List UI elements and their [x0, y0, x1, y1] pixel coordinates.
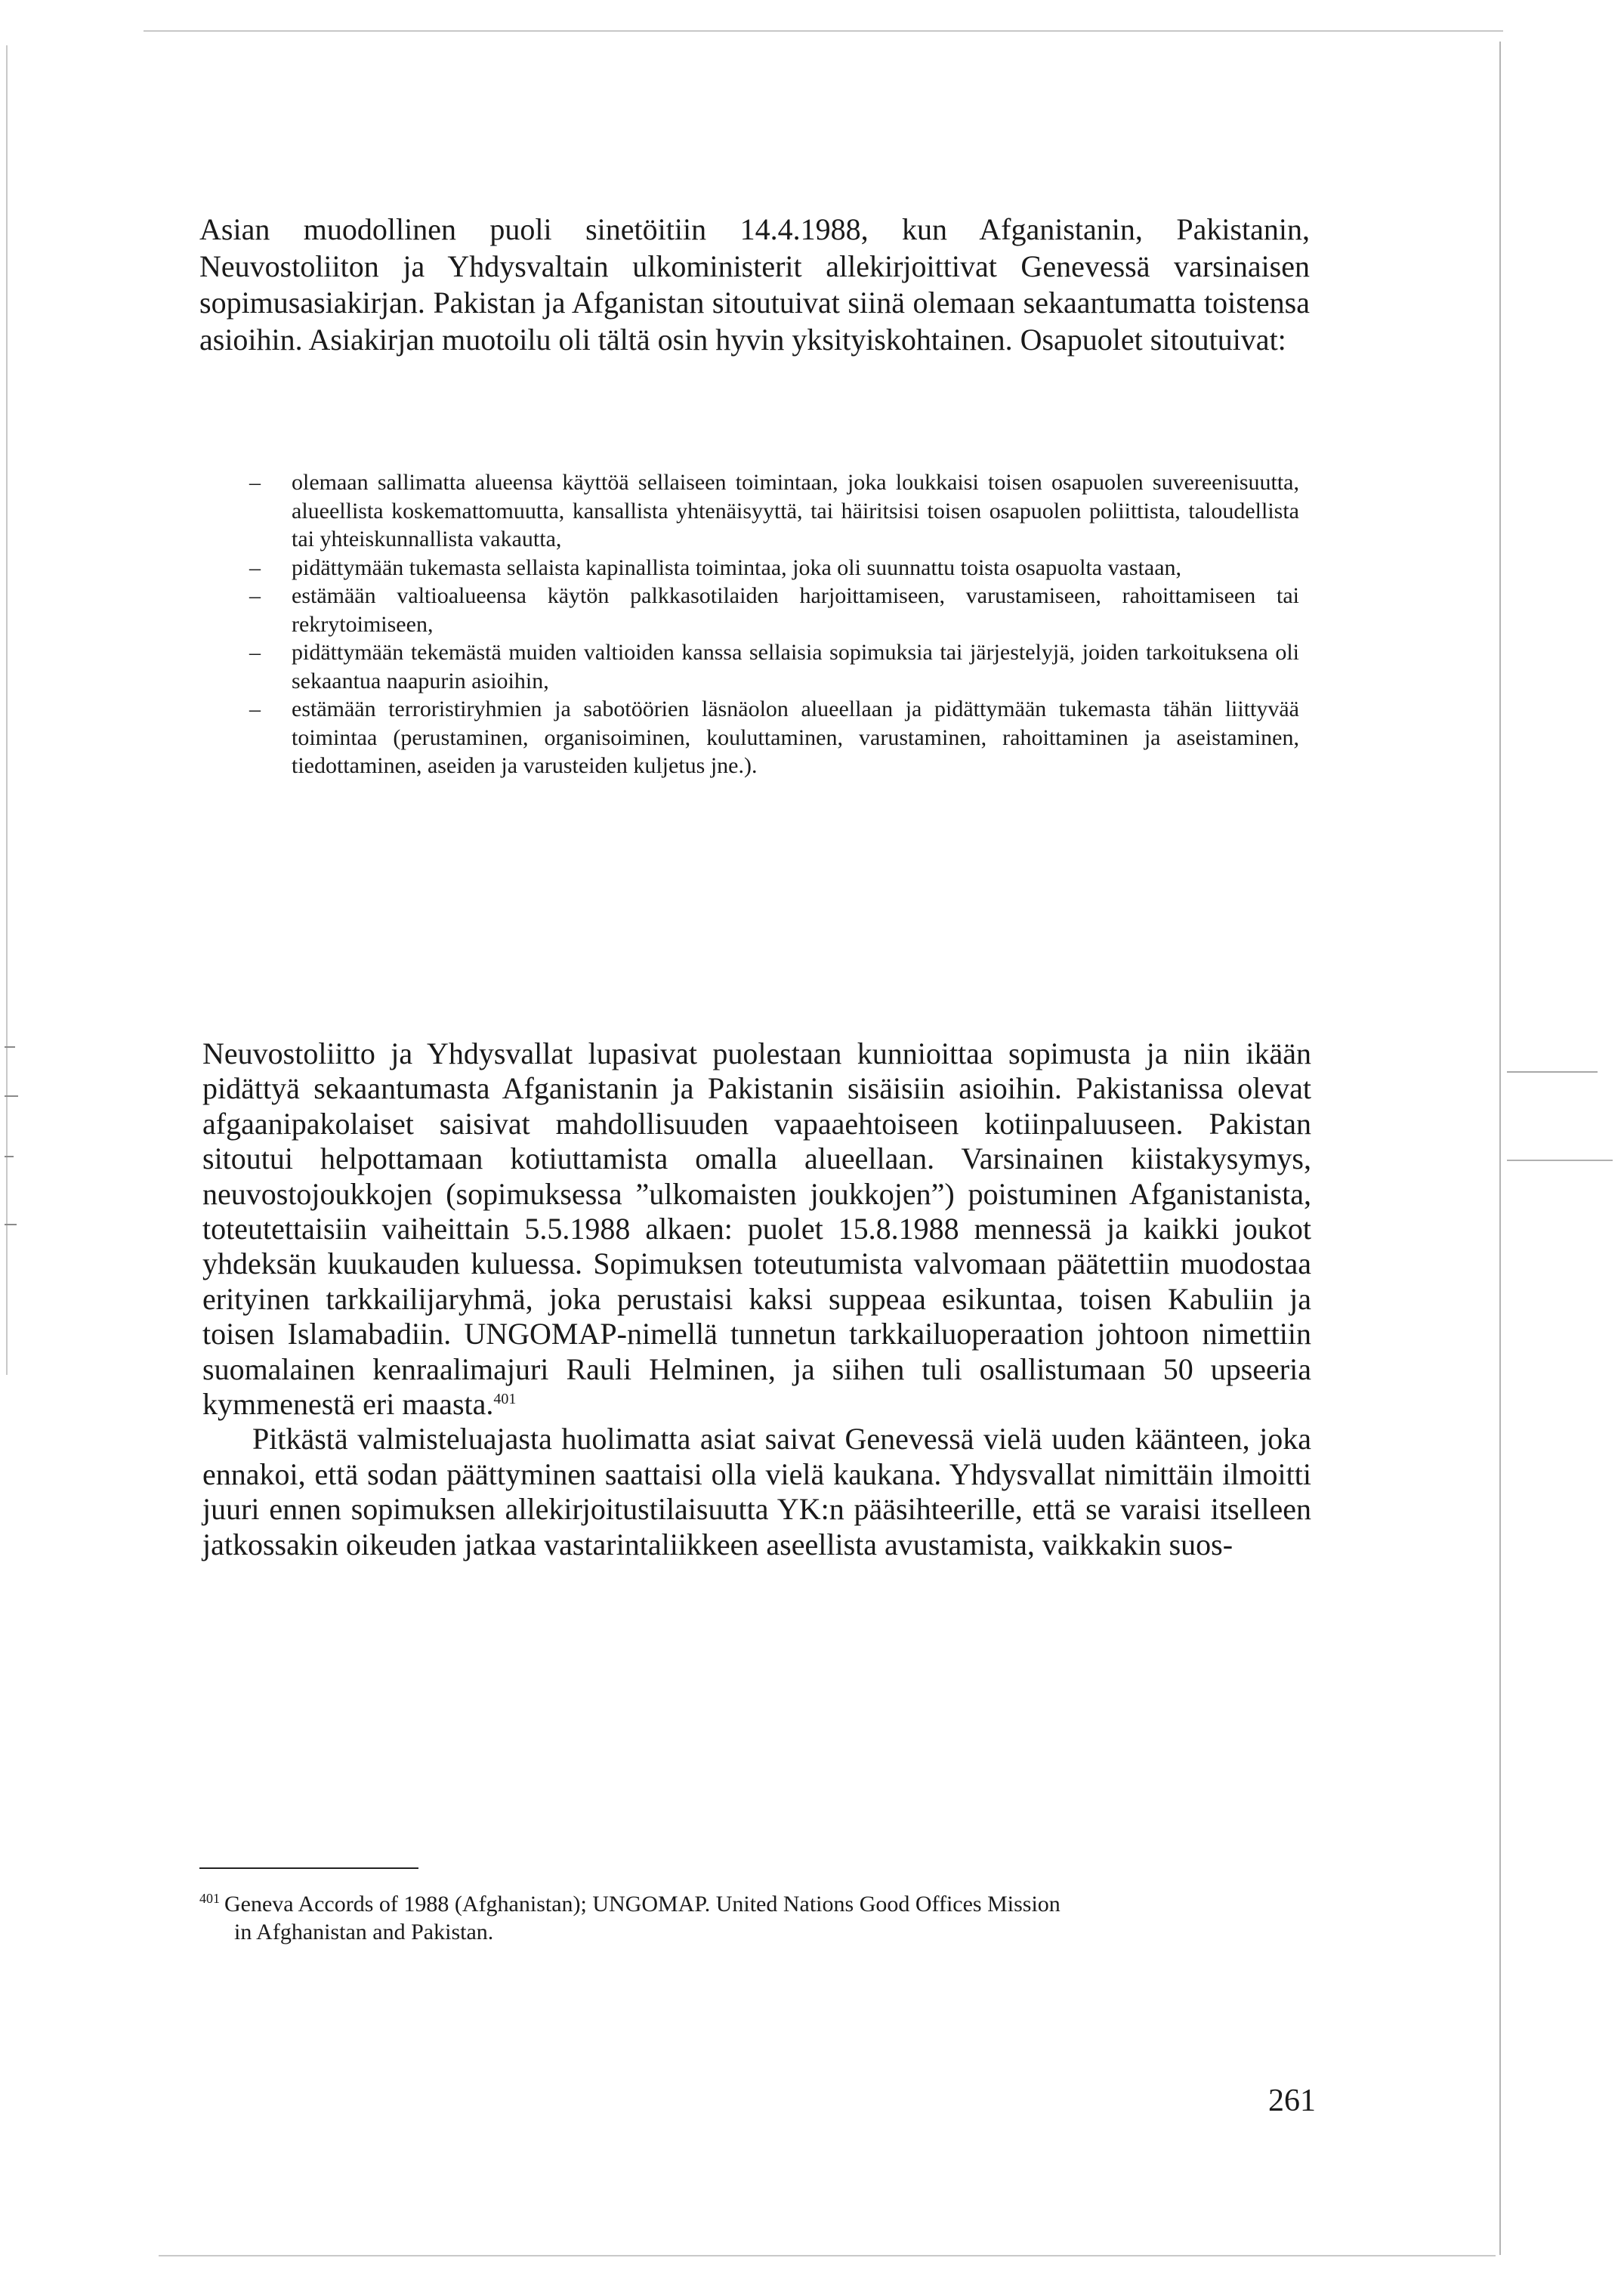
- intro-paragraph: Asian muodollinen puoli sinetöitiin 14.4.1988, kun Afganistanin, Pakistanin, Neuvostoliiton ja Yhdysvaltain ulkoministerit allekirjoittivat Genevessä varsinaisen sopimusasiakirjan. Pakistan ja Afganistan sitoutuivat siinä olemaan sekaantumatta toistensa asioihin. Asiakirjan muotoilu oli tältä osin hyvin yksityiskohtainen. Osapuolet sitoutuivat:: [199, 212, 1310, 357]
- scan-mark: [1507, 1160, 1613, 1161]
- page-number: 261: [1268, 2083, 1316, 2118]
- scan-mark: [5, 1156, 14, 1157]
- dash-marker: –: [249, 470, 261, 495]
- list-item: [249, 554, 1299, 582]
- dash-marker: –: [249, 640, 261, 665]
- list-item: [249, 638, 1299, 695]
- footnote: [199, 1885, 1310, 1946]
- dash-marker: –: [249, 583, 261, 608]
- list-item-text: olemaan sallimatta alueensa käyttöä sellaiseen toimintaan, joka loukkaisi toisen osapuolen suvereenisuutta, alueellista koskemattomuutta, kansallista yhtenäisyyttä, tai häiritsisi toisen osapuolen poliittista, taloudellista tai yhteiskunnallista vakautta,: [292, 470, 1299, 551]
- footnote-separator: [199, 1867, 418, 1869]
- list-item-text: estämään valtioalueensa käytön palkkasotilaiden harjoittamiseen, varustamiseen, rahoittamiseen tai rekrytoimiseen,: [292, 583, 1299, 637]
- scan-mark: [5, 1224, 17, 1225]
- list-item-text: pidättymään tekemästä muiden valtioiden kanssa sellaisia sopimuksia tai järjestelyjä, joiden tarkoituksena oli sekaantua naapurin asioihin,: [292, 640, 1299, 693]
- paragraph: Pitkästä valmisteluajasta huolimatta asiat saivat Genevessä vielä uuden käänteen, joka ennakoi, että sodan päättyminen saattaisi olla vielä kaukana. Yhdysvallat nimittäin ilmoitti juuri ennen sopimuksen allekirjoitustilaisuutta YK:n pääsihteerille, että se varaisi itselleen jatkossakin oikeuden jatkaa vastarintaliikkeen aseellista avustamista, vaikkakin suos-: [202, 1422, 1311, 1561]
- list-item-text: estämään terroristiryhmien ja sabotöörien läsnäolon alueellaan ja pidättymään tukemasta tähän liittyvää toimintaa (perustaminen, organisoiminen, kouluttaminen, varustaminen, rahoittaminen ja aseistaminen, tiedottaminen, aseiden ja varusteiden kuljetus jne.).: [292, 697, 1299, 778]
- scan-edge-left: [6, 45, 8, 1375]
- footnote-line: [199, 1885, 1310, 1918]
- dash-marker: –: [249, 697, 261, 721]
- scan-edge-top: [144, 30, 1503, 32]
- list-item-text: pidättymään tukemasta sellaista kapinallista toimintaa, joka oli suunnattu toista osapuolta vastaan,: [292, 554, 1182, 580]
- list-item: [249, 695, 1299, 780]
- scan-edge-right: [1499, 42, 1501, 2255]
- list-item: [249, 582, 1299, 638]
- body-text: [202, 1036, 1311, 1562]
- obligations-list: [249, 468, 1299, 780]
- footnote-text: Geneva Accords of 1988 (Afghanistan); UNGOMAP. United Nations Good Offices Mission: [224, 1892, 1061, 1917]
- scan-mark: [1507, 1071, 1598, 1073]
- scan-edge-bottom: [159, 2255, 1496, 2256]
- footnote-reference[interactable]: 401: [493, 1391, 517, 1408]
- scan-mark: [5, 1095, 18, 1097]
- footnote-number: 401: [199, 1891, 220, 1906]
- scan-mark: [5, 1046, 15, 1048]
- paragraph-text: Neuvostoliitto ja Yhdysvallat lupasivat puolestaan kunnioittaa sopimusta ja niin ikään pidättyä sekaantumasta Afganistanin ja Pakistanin sisäisiin asioihin. Pakistanissa olevat afgaanipakolaiset saisivat mahdollisuuden vapaaehtoiseen kotiinpaluuseen. Pakistan sitoutui helpottamaan kotiuttamista omalla alueellaan. Varsinainen kiistakysymys, neuvostojoukkojen (sopimuksessa ”ulkomaisten joukkojen”) poistuminen Afganistanista, toteutettaisiin vaiheittain 5.5.1988 alkaen: puolet 15.8.1988 mennessä ja kaikki joukot yhdeksän kuukauden kuluessa. Sopimuksen toteutumista valvomaan päätettiin muodostaa erityinen tarkkailijaryhmä, joka perustaisi kaksi suppeaa esikuntaa, toisen Kabuliin ja toisen Islamabadiin. UNGOMAP-nimellä tunnetun tarkkailuoperaation johtoon nimettiin suomalainen kenraalimajuri Rauli Helminen, ja siihen tuli osallistumaan 50 upseeria kymmenestä eri maasta.: [202, 1036, 1311, 1422]
- list-item: [249, 468, 1299, 554]
- footnote-line: in Afghanistan and Pakistan.: [234, 1920, 494, 1944]
- dash-marker: –: [249, 554, 261, 580]
- paragraph: [202, 1036, 1311, 1422]
